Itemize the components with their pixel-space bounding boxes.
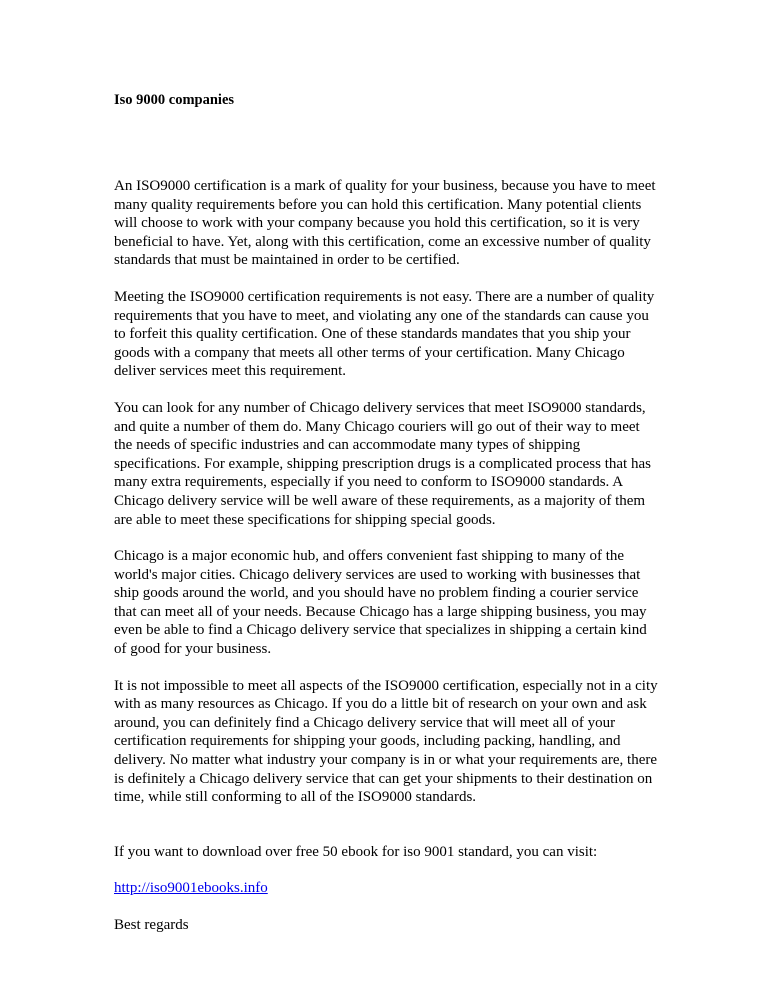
download-link-line (114, 879, 659, 898)
paragraph-2: Meeting the ISO9000 certification requirements is not easy. There are a number of quality requirements that you have to meet, and violating any one of the standards can cause you to forfeit this quality certification. One of these standards mandates that you ship your goods with a company that meets all other terms of your certification. Many Chicago deliver services meet this requirement. (114, 288, 655, 380)
paragraph-1: An ISO9000 certification is a mark of quality for your business, because you have to meet many quality requirements before you can hold this certification. Many potential clients will choose to work with your company because you hold this certification, so it is very beneficial to have. Yet, along with this certification, come an excessive number of quality standards that must be maintained in order to be certified. (114, 178, 656, 269)
paragraph-5: It is not impossible to meet all aspects of the ISO9000 certification, especially not in a city with as many resources as Chicago. If you do a little bit of research on your own and ask around, you can definitely find a Chicago delivery service that will meet all of your certification requirements for shipping your goods, including packing, handling, and delivery. No matter what industry your company is in or what your requirements are, there is definitely a Chicago delivery service that can get your shipments to their destination on time, while still conforming to all of the ISO9000 standards. (114, 677, 658, 806)
paragraph-4: Chicago is a major economic hub, and offers convenient fast shipping to many of the world's major cities. Chicago delivery services are used to working with businesses that ship goods around the world, and you should have no problem finding a courier service that can meet all of your needs. Because Chicago has a large shipping business, you may even be able to find a Chicago delivery service that specializes in shipping a certain kind of good for your business. (114, 548, 647, 658)
document-body (114, 177, 659, 953)
document-title: Iso 9000 companies (114, 92, 235, 108)
download-text: If you want to download over free 50 ebook for iso 9001 standard, you can visit: (114, 843, 598, 860)
ebooks-link[interactable]: http://iso9001ebooks.info (114, 880, 268, 897)
closing-text: Best regards (114, 917, 189, 933)
paragraph-3: You can look for any number of Chicago delivery services that meet ISO9000 standards, and quite a number of them do. Many Chicago couriers will go out of their way to meet the needs of specific industries and can accommodate many types of shipping specifications. For example, shipping prescription drugs is a complicated process that has many extra requirements, especially if you need to conform to ISO9000 standards. A Chicago delivery service will be well aware of these requirements, as a majority of them are able to meet these specifications for shipping special goods. (114, 399, 651, 528)
